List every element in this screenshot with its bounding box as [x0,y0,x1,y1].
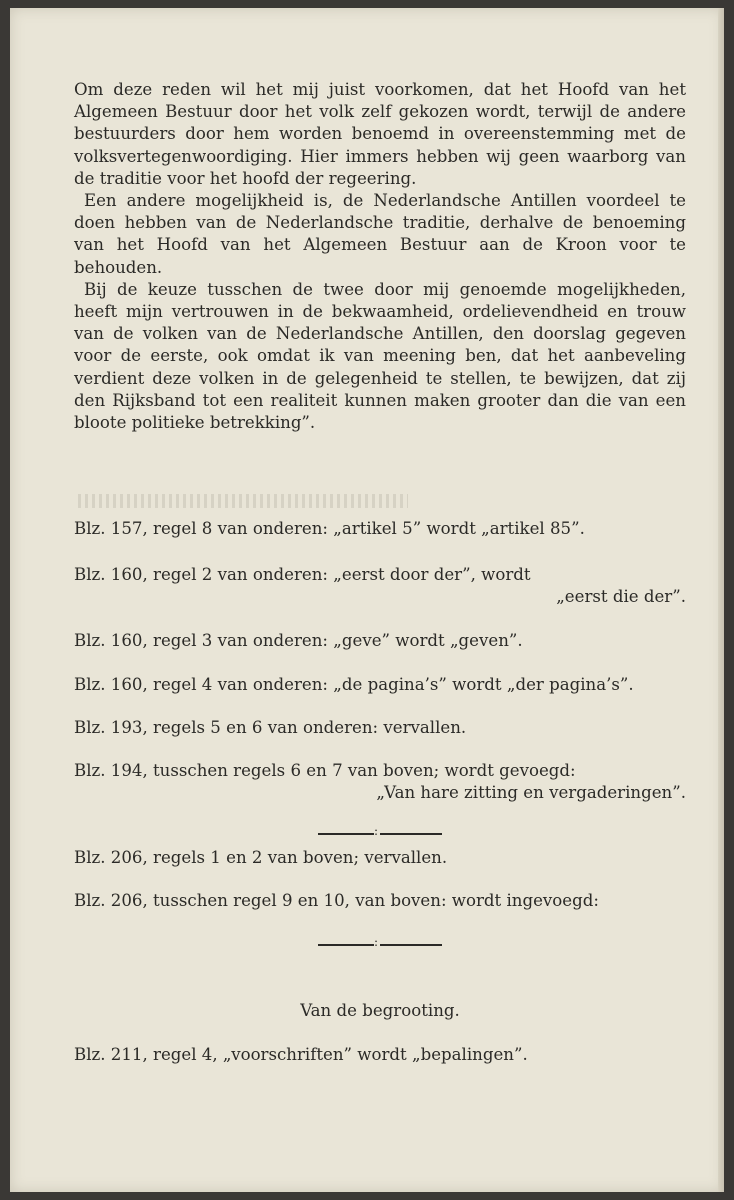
correction-3 [74,630,686,652]
paragraph-3: Bij de keuze tusschen de twee door mij genoemde mogelijkheden, heeft mijn vertrouwen in de bekwaamheid, ordelievendheid en trouw van de volken van de Nederlandsche Antillen, den doorslag gegeven voor de eerste, ook omdat ik van meening ben, dat het aanbeveling verdient deze volken in de gelegenheid te stellen, te bewijzen, dat zij den Rijksband tot een realiteit kunnen maken grooter dan die van een bloote politieke betrekking”. [74,279,686,433]
correction-6 [74,760,686,804]
correction-9 [74,1044,686,1066]
correction-text: Blz. 211, regel 4, „voorschriften” wordt „bepalingen”. [74,1045,528,1064]
correction-text: Blz. 160, regel 4 van onderen: „de pagina’s” wordt „der pagina’s”. [74,675,634,694]
correction-8 [74,890,686,912]
correction-text: Blz. 160, regel 2 van onderen: „eerst door der”, wordt [74,565,531,584]
correction-continuation: „eerst die der”. [556,587,686,606]
correction-5 [74,717,686,739]
section-heading: Van de begrooting. [300,1001,460,1020]
correction-4 [74,674,686,696]
page-edge [718,8,724,1192]
separator-1: : [318,828,444,840]
correction-2 [74,564,686,608]
separator-2: : [318,939,444,951]
correction-text: Blz. 206, regels 1 en 2 van boven; vervallen. [74,848,448,867]
correction-text: Blz. 160, regel 3 van onderen: „geve” wordt „geven”. [74,631,523,650]
correction-text: Blz. 193, regels 5 en 6 van onderen: vervallen. [74,718,467,737]
body-text [74,79,686,434]
paragraph-1: Om deze reden wil het mij juist voorkomen, dat het Hoofd van het Algemeen Bestuur door het volk zelf gekozen wordt, terwijl de andere bestuurders door hem worden benoemd in overeenstemming met de volksvertegenwoordiging. Hier immers hebben wij geen waarborg van de traditie voor het hoofd der regeering. [74,80,686,188]
paragraph-2: Een andere mogelijkheid is, de Nederlandsche Antillen voordeel te doen hebben van de Nederlandsche traditie, derhalve de benoeming van het Hoofd van het Algemeen Bestuur aan de Kroon voor te behouden. [74,191,686,277]
correction-text: Blz. 157, regel 8 van onderen: „artikel 5” wordt „artikel 85”. [74,519,585,538]
correction-1 [74,518,686,540]
correction-7 [74,847,686,869]
correction-text: Blz. 194, tusschen regels 6 en 7 van boven; wordt gevoegd: [74,761,576,780]
print-smudge [78,494,408,508]
correction-text: Blz. 206, tusschen regel 9 en 10, van boven: wordt ingevoegd: [74,891,599,910]
correction-continuation: „Van hare zitting en vergaderingen”. [376,783,686,802]
